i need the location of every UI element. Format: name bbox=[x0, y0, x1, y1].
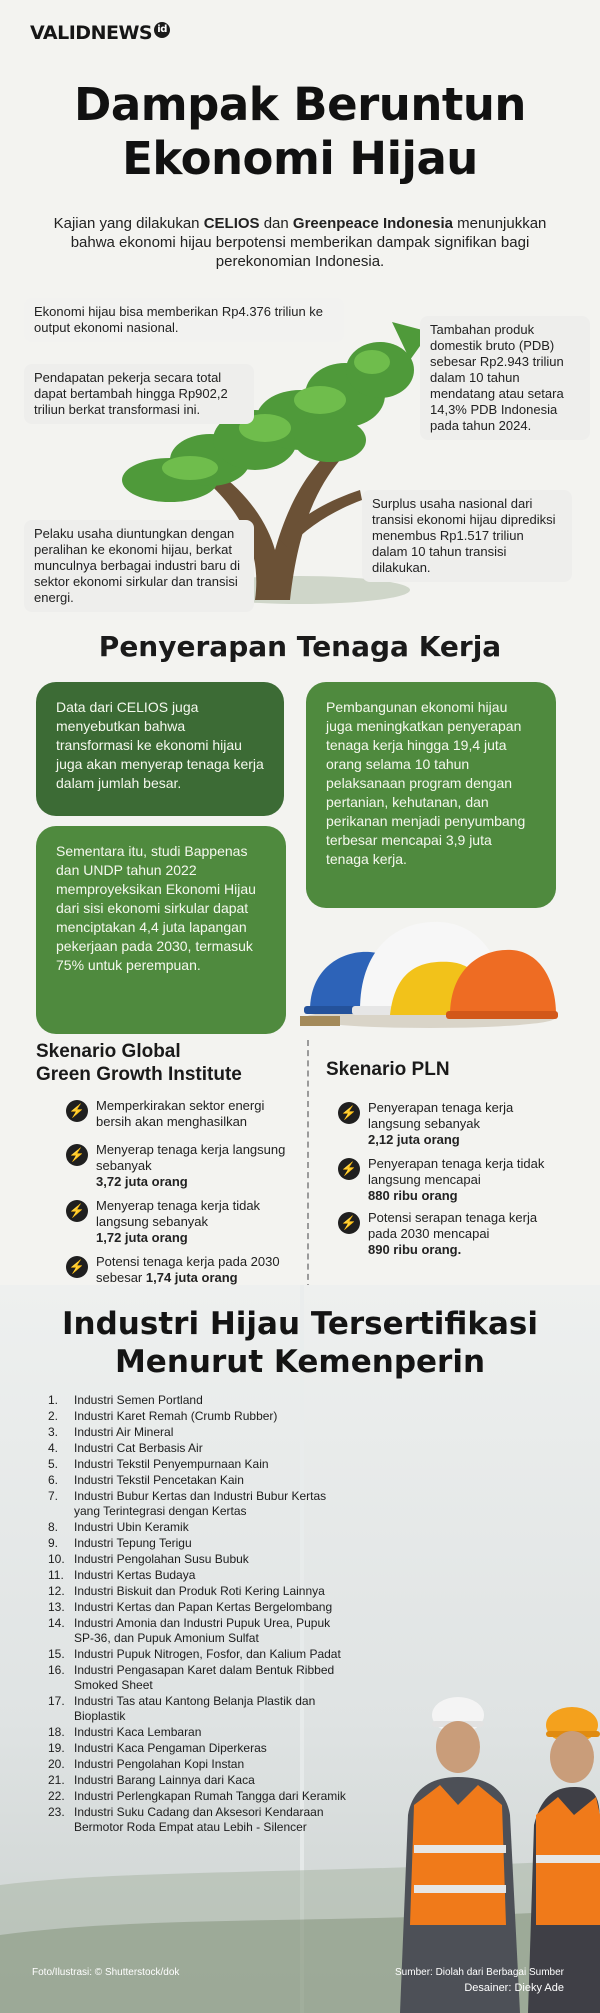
pln-item-2-text bbox=[368, 1156, 568, 1204]
list-item-number: 3. bbox=[48, 1425, 59, 1439]
list-item-number: 12. bbox=[48, 1584, 65, 1598]
list-item-text: Industri Kaca Lembaran bbox=[74, 1725, 202, 1739]
labor-bubble-celios: Data dari CELIOS juga menyebutkan bahwa transformasi ke ekonomi hijau juga akan menyerap tenaga kerja dalam jumlah besar. bbox=[36, 682, 284, 816]
list-item-text: Industri Suku Cadang dan Aksesori Kendaraan Bermotor Roda Empat atau Lebih - Silencer bbox=[74, 1805, 324, 1834]
ggg-item-2-text bbox=[96, 1142, 296, 1190]
list-item-number: 16. bbox=[48, 1663, 65, 1677]
intro-post: menunjukkan bahwa ekonomi hijau berpotensi memberikan dampak signifikan bagi perekonomian Indonesia. bbox=[70, 215, 547, 270]
ggg-item-1 bbox=[66, 1098, 296, 1134]
list-item bbox=[48, 1789, 348, 1804]
ggg-item-2 bbox=[66, 1142, 296, 1190]
list-item-number: 9. bbox=[48, 1536, 59, 1550]
list-item bbox=[48, 1757, 348, 1772]
callout-pdb: Tambahan produk domestik bruto (PDB) sebesar Rp2.943 triliun dalam 10 tahun mendatang atau setara 14,3% PDB Indonesia pada tahun 2024. bbox=[420, 316, 590, 440]
industry-heading bbox=[0, 1305, 600, 1381]
pln-item-3-label: Potensi serapan tenaga kerja pada 2030 mencapai bbox=[368, 1210, 538, 1241]
lightning-icon: ⚡ bbox=[338, 1212, 360, 1234]
list-item-text: Industri Ubin Keramik bbox=[74, 1520, 189, 1534]
list-item-number: 7. bbox=[48, 1489, 59, 1503]
photo-credit: Foto/Ilustrasi: © Shutterstock/dok bbox=[32, 1967, 180, 1978]
lightning-icon: ⚡ bbox=[66, 1100, 88, 1122]
list-item bbox=[48, 1663, 348, 1693]
title-line-2: Ekonomi Hijau bbox=[122, 132, 478, 185]
list-item-number: 20. bbox=[48, 1757, 65, 1771]
industry-list bbox=[48, 1393, 348, 1836]
list-item bbox=[48, 1647, 348, 1662]
list-item bbox=[48, 1600, 348, 1615]
list-item-text: Industri Pengolahan Kopi Instan bbox=[74, 1757, 245, 1771]
list-item bbox=[48, 1568, 348, 1583]
list-item-text: Industri Semen Portland bbox=[74, 1393, 203, 1407]
lightning-icon: ⚡ bbox=[338, 1102, 360, 1124]
list-item bbox=[48, 1741, 348, 1756]
ggg-item-3-label: Menyerap tenaga kerja tidak langsung sebanyak bbox=[96, 1198, 261, 1229]
labor-bubble-growth: Pembangunan ekonomi hijau juga meningkatkan penyerapan tenaga kerja hingga 19,4 juta orang selama 10 tahun pelaksanaan program dengan pertanian, kehutanan, dan perikanan menjadi penyumbang terbesar mencapai 3,9 juta tenaga kerja. bbox=[306, 682, 556, 908]
callout-business: Pelaku usaha diuntungkan dengan peralihan ke ekonomi hijau, berkat munculnya berbagai industri baru di sektor ekonomi sirkular dan transisi energi. bbox=[24, 520, 254, 612]
pln-item-1-value: 2,12 juta orang bbox=[368, 1132, 460, 1147]
ggg-item-2-value: 3,72 juta orang bbox=[96, 1174, 188, 1189]
list-item-number: 5. bbox=[48, 1457, 59, 1471]
ggg-item-3-value: 1,72 juta orang bbox=[96, 1230, 188, 1245]
scenario-ggg-title bbox=[36, 1040, 242, 1086]
scenario-ggg-title-line-1: Skenario Global bbox=[36, 1041, 181, 1062]
title-line-1: Dampak Beruntun bbox=[74, 78, 526, 131]
pln-item-1 bbox=[338, 1100, 568, 1147]
ggg-item-1-text: Memperkirakan sektor energi bersih akan menghasilkan bbox=[96, 1098, 265, 1129]
callout-surplus: Surplus usaha nasional dari transisi ekonomi hijau diprediksi menembus Rp1.517 triliun dalam 10 tahun transisi dilakukan. bbox=[362, 490, 572, 582]
list-item-number: 6. bbox=[48, 1473, 59, 1487]
list-item-text: Industri Pupuk Nitrogen, Fosfor, dan Kalium Padat bbox=[74, 1647, 341, 1661]
list-item-number: 14. bbox=[48, 1616, 65, 1630]
list-item bbox=[48, 1473, 348, 1488]
pln-item-3 bbox=[338, 1210, 568, 1258]
list-item-text: Industri Cat Berbasis Air bbox=[74, 1441, 203, 1455]
list-item-text: Industri Air Mineral bbox=[74, 1425, 174, 1439]
ggg-item-3 bbox=[66, 1198, 296, 1246]
intro-mid: dan bbox=[259, 215, 293, 232]
list-item bbox=[48, 1805, 348, 1835]
list-item-text: Industri Amonia dan Industri Pupuk Urea, Pupuk SP-36, dan Pupuk Amonium Sulfat bbox=[74, 1616, 331, 1645]
list-item-text: Industri Kaca Pengaman Diperkeras bbox=[74, 1741, 267, 1755]
list-item-text: Industri Bubur Kertas dan Industri Bubur Kertas yang Terintegrasi dengan Kertas bbox=[74, 1489, 327, 1518]
lightning-icon: ⚡ bbox=[338, 1158, 360, 1180]
list-item bbox=[48, 1725, 348, 1740]
intro-pre: Kajian yang dilakukan bbox=[53, 215, 204, 232]
list-item-number: 18. bbox=[48, 1725, 65, 1739]
industry-heading-line-1: Industri Hijau Tersertifikasi bbox=[62, 1306, 538, 1342]
list-item-number: 17. bbox=[48, 1694, 65, 1708]
ggg-item-3-text bbox=[96, 1198, 296, 1246]
callout-output: Ekonomi hijau bisa memberikan Rp4.376 triliun ke output ekonomi nasional. bbox=[24, 298, 344, 342]
industry-heading-line-2: Menurut Kemenperin bbox=[114, 1344, 486, 1380]
list-item-number: 15. bbox=[48, 1647, 65, 1661]
list-item-text: Industri Tekstil Pencetakan Kain bbox=[74, 1473, 244, 1487]
list-item-number: 8. bbox=[48, 1520, 59, 1534]
hard-hat-icon bbox=[300, 890, 560, 1030]
list-item bbox=[48, 1457, 348, 1472]
list-item-text: Industri Pengasapan Karet dalam Bentuk Ribbed Smoked Sheet bbox=[74, 1663, 335, 1692]
list-item-number: 22. bbox=[48, 1789, 65, 1803]
list-item bbox=[48, 1393, 348, 1408]
pln-item-2-label: Penyerapan tenaga kerja tidak langsung mencapai bbox=[368, 1156, 545, 1187]
list-item-number: 1. bbox=[48, 1393, 59, 1407]
list-item-text: Industri Barang Lainnya dari Kaca bbox=[74, 1773, 255, 1787]
list-item-text: Industri Kertas Budaya bbox=[74, 1568, 196, 1582]
list-item bbox=[48, 1616, 348, 1646]
ggg-item-4-label: Potensi tenaga kerja pada 2030 sebesar bbox=[96, 1254, 280, 1285]
list-item-text: Industri Karet Remah (Crumb Rubber) bbox=[74, 1409, 278, 1423]
list-item-number: 19. bbox=[48, 1741, 65, 1755]
list-item bbox=[48, 1441, 348, 1456]
scenario-ggg-title-line-2: Green Growth Institute bbox=[36, 1064, 242, 1085]
lightning-icon: ⚡ bbox=[66, 1200, 88, 1222]
ggg-item-4-text bbox=[96, 1254, 296, 1286]
list-item-text: Industri Pengolahan Susu Bubuk bbox=[74, 1552, 249, 1566]
callout-income: Pendapatan pekerja secara total dapat bertambah hingga Rp902,2 triliun berkat transformasi ini. bbox=[24, 364, 254, 424]
scenario-divider bbox=[307, 1040, 309, 1290]
lightning-icon: ⚡ bbox=[66, 1256, 88, 1278]
list-item bbox=[48, 1520, 348, 1535]
list-item-text: Industri Tekstil Penyempurnaan Kain bbox=[74, 1457, 269, 1471]
list-item bbox=[48, 1489, 348, 1519]
validnews-logo[interactable] bbox=[30, 22, 170, 44]
pln-item-3-value: 890 ribu orang. bbox=[368, 1242, 462, 1257]
pln-item-1-text bbox=[368, 1100, 568, 1148]
page-title bbox=[0, 78, 600, 186]
source-credit: Sumber: Diolah dari Berbagai Sumber bbox=[395, 1967, 564, 1978]
list-item-number: 21. bbox=[48, 1773, 65, 1787]
list-item-number: 11. bbox=[48, 1568, 64, 1582]
intro-text bbox=[40, 214, 560, 271]
list-item-number: 23. bbox=[48, 1805, 65, 1819]
list-item-text: Industri Biskuit dan Produk Roti Kering Lainnya bbox=[74, 1584, 325, 1598]
scenario-pln-title: Skenario PLN bbox=[326, 1059, 450, 1080]
list-item bbox=[48, 1425, 348, 1440]
list-item bbox=[48, 1584, 348, 1599]
pln-item-1-label: Penyerapan tenaga kerja langsung sebanyak bbox=[368, 1100, 514, 1131]
list-item bbox=[48, 1536, 348, 1551]
list-item bbox=[48, 1552, 348, 1567]
list-item bbox=[48, 1409, 348, 1424]
list-item-number: 10. bbox=[48, 1552, 65, 1566]
intro-org-greenpeace: Greenpeace Indonesia bbox=[292, 215, 453, 232]
pln-item-2 bbox=[338, 1156, 568, 1204]
labor-heading: Penyerapan Tenaga Kerja bbox=[98, 630, 502, 663]
lightning-icon: ⚡ bbox=[66, 1144, 88, 1166]
designer-credit: Desainer: Dieky Ade bbox=[464, 1982, 564, 1994]
list-item-number: 2. bbox=[48, 1409, 59, 1423]
list-item-number: 13. bbox=[48, 1600, 65, 1614]
intro-org-celios: CELIOS bbox=[203, 215, 260, 232]
ggg-item-4-value: 1,74 juta orang bbox=[145, 1270, 238, 1285]
list-item-number: 4. bbox=[48, 1441, 59, 1455]
list-item-text: Industri Tepung Terigu bbox=[74, 1536, 192, 1550]
list-item-text: Industri Kertas dan Papan Kertas Bergelombang bbox=[74, 1600, 333, 1614]
logo-badge: id bbox=[154, 22, 170, 38]
logo-text: VALIDNEWS bbox=[30, 22, 153, 44]
list-item-text: Industri Tas atau Kantong Belanja Plastik dan Bioplastik bbox=[74, 1694, 316, 1723]
list-item bbox=[48, 1694, 348, 1724]
pln-item-2-value: 880 ribu orang bbox=[368, 1188, 458, 1203]
list-item bbox=[48, 1773, 348, 1788]
hard-hats-illustration bbox=[300, 890, 560, 1030]
list-item-text: Industri Perlengkapan Rumah Tangga dari Keramik bbox=[74, 1789, 346, 1803]
labor-bubble-bappenas: Sementara itu, studi Bappenas dan UNDP tahun 2022 memproyeksikan Ekonomi Hijau dari sisi ekonomi sirkular dapat menciptakan 4,4 juta lapangan pekerjaan pada 2030, termasuk 75% untuk perempuan. bbox=[36, 826, 286, 1034]
pln-item-3-text bbox=[368, 1210, 568, 1258]
ggg-item-2-label: Menyerap tenaga kerja langsung sebanyak bbox=[96, 1142, 286, 1173]
